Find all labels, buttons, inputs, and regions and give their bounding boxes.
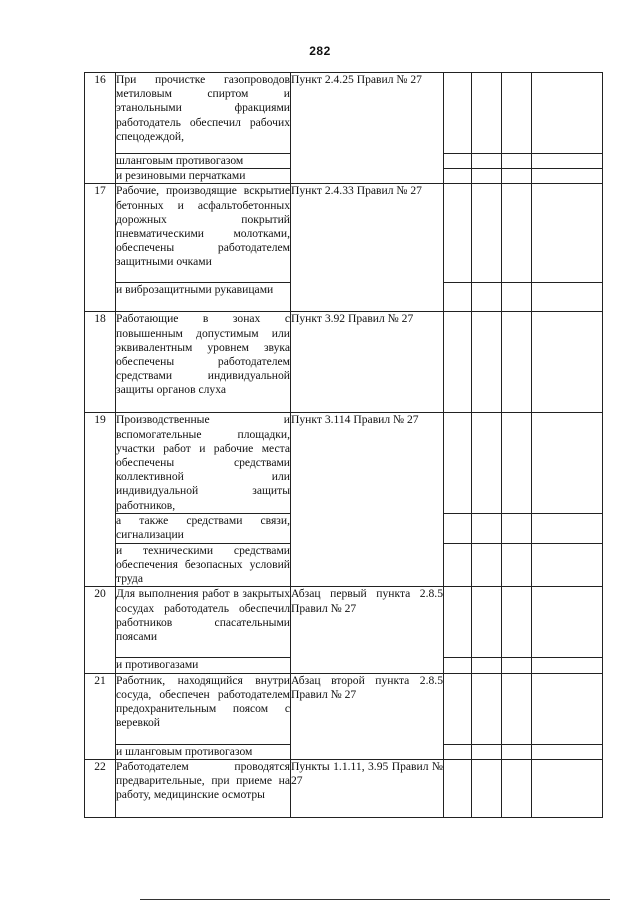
answer-cell[interactable] bbox=[532, 513, 603, 543]
table-row bbox=[85, 312, 603, 413]
answer-cell[interactable] bbox=[502, 312, 532, 413]
row-number: 17 bbox=[85, 184, 116, 312]
answer-cell[interactable] bbox=[472, 312, 502, 413]
legal-reference: Пункт 2.4.33 Правил № 27 bbox=[291, 184, 444, 312]
answer-cell[interactable] bbox=[444, 513, 472, 543]
answer-cell[interactable] bbox=[502, 658, 532, 673]
answer-cell[interactable] bbox=[502, 169, 532, 184]
requirement-text: и виброзащитными рукавицами bbox=[116, 283, 291, 312]
answer-cell[interactable] bbox=[444, 73, 472, 154]
answer-cell[interactable] bbox=[532, 744, 603, 759]
answer-cell[interactable] bbox=[502, 744, 532, 759]
answer-cell[interactable] bbox=[472, 73, 502, 154]
table-row bbox=[85, 73, 603, 154]
checklist-table bbox=[84, 72, 603, 818]
answer-cell[interactable] bbox=[502, 184, 532, 283]
answer-cell[interactable] bbox=[444, 587, 472, 658]
answer-cell[interactable] bbox=[472, 184, 502, 283]
requirement-text: Работник, находящийся внутри сосуда, обеспечен работодателем предохранительным поясом с веревкой bbox=[116, 673, 291, 744]
answer-cell[interactable] bbox=[472, 658, 502, 673]
table-row bbox=[85, 759, 603, 817]
legal-reference: Абзац второй пункта 2.8.5 Правил № 27 bbox=[291, 673, 444, 759]
answer-cell[interactable] bbox=[444, 658, 472, 673]
answer-cell[interactable] bbox=[532, 169, 603, 184]
answer-cell[interactable] bbox=[472, 283, 502, 312]
requirement-text: Работающие в зонах с повышенным допустимым или эквивалентным уровнем звука обеспечены работодателем средствами индивидуальной защиты органов слуха bbox=[116, 312, 291, 413]
legal-reference: Пункт 3.92 Правил № 27 bbox=[291, 312, 444, 413]
answer-cell[interactable] bbox=[444, 312, 472, 413]
row-number: 19 bbox=[85, 413, 116, 587]
answer-cell[interactable] bbox=[532, 413, 603, 513]
answer-cell[interactable] bbox=[502, 513, 532, 543]
table-row bbox=[85, 673, 603, 744]
row-number: 20 bbox=[85, 587, 116, 673]
answer-cell[interactable] bbox=[444, 759, 472, 817]
answer-cell[interactable] bbox=[532, 543, 603, 587]
answer-cell[interactable] bbox=[472, 513, 502, 543]
requirement-text: и техническими средствами обеспечения безопасных условий труда bbox=[116, 543, 290, 586]
answer-cell[interactable] bbox=[444, 169, 472, 184]
answer-cell[interactable] bbox=[472, 673, 502, 744]
answer-cell[interactable] bbox=[532, 587, 603, 658]
answer-cell[interactable] bbox=[532, 658, 603, 673]
answer-cell[interactable] bbox=[502, 413, 532, 513]
requirement-text: Для выполнения работ в закрытых сосудах работодатель обеспечил работников спасательными поясами bbox=[116, 587, 291, 658]
answer-cell[interactable] bbox=[502, 587, 532, 658]
page-number: 282 bbox=[309, 44, 331, 58]
answer-cell[interactable] bbox=[472, 744, 502, 759]
answer-cell[interactable] bbox=[532, 759, 603, 817]
table-row bbox=[85, 413, 603, 513]
legal-reference: Абзац первый пункта 2.8.5 Правил № 27 bbox=[291, 587, 444, 673]
answer-cell[interactable] bbox=[502, 673, 532, 744]
requirement-text: Работодателем проводятся предварительные, при приеме на работу, медицинские осмотры bbox=[116, 759, 291, 817]
answer-cell[interactable] bbox=[502, 543, 532, 587]
answer-cell[interactable] bbox=[472, 543, 502, 587]
legal-reference: Пункт 2.4.25 Правил № 27 bbox=[291, 73, 444, 184]
answer-cell[interactable] bbox=[472, 759, 502, 817]
requirement-text: шланговым противогазом bbox=[116, 154, 291, 169]
answer-cell[interactable] bbox=[444, 154, 472, 169]
table-row bbox=[85, 587, 603, 658]
answer-cell[interactable] bbox=[502, 759, 532, 817]
answer-cell[interactable] bbox=[444, 283, 472, 312]
answer-cell[interactable] bbox=[444, 543, 472, 587]
row-number: 22 bbox=[85, 759, 116, 817]
row-number: 18 bbox=[85, 312, 116, 413]
answer-cell[interactable] bbox=[472, 413, 502, 513]
answer-cell[interactable] bbox=[502, 283, 532, 312]
page-bottom-rule bbox=[140, 899, 610, 900]
answer-cell[interactable] bbox=[444, 673, 472, 744]
requirement-text: и резиновыми перчатками bbox=[116, 169, 291, 184]
answer-cell[interactable] bbox=[444, 744, 472, 759]
answer-cell[interactable] bbox=[472, 587, 502, 658]
answer-cell[interactable] bbox=[472, 154, 502, 169]
answer-cell[interactable] bbox=[532, 673, 603, 744]
answer-cell[interactable] bbox=[444, 413, 472, 513]
row-number: 21 bbox=[85, 673, 116, 759]
requirement-text: При прочистке газопроводов метиловым спиртом и этанольными фракциями работодатель обеспечил рабочих спецодеждой, bbox=[116, 73, 291, 154]
row-number: 16 bbox=[85, 73, 116, 184]
answer-cell[interactable] bbox=[532, 73, 603, 154]
legal-reference: Пункты 1.1.11, 3.95 Правил № 27 bbox=[291, 759, 444, 817]
answer-cell[interactable] bbox=[502, 73, 532, 154]
requirement-text: Производственные и вспомогательные площадки, участки работ и рабочие места обеспечены средствами коллективной или индивидуальной защиты работников, bbox=[116, 413, 290, 512]
requirement-text: и противогазами bbox=[116, 658, 291, 673]
answer-cell[interactable] bbox=[472, 169, 502, 184]
table-row bbox=[85, 184, 603, 283]
requirement-text: и шланговым противогазом bbox=[116, 744, 291, 759]
answer-cell[interactable] bbox=[532, 154, 603, 169]
answer-cell[interactable] bbox=[444, 184, 472, 283]
answer-cell[interactable] bbox=[532, 312, 603, 413]
answer-cell[interactable] bbox=[532, 283, 603, 312]
answer-cell[interactable] bbox=[532, 184, 603, 283]
answer-cell[interactable] bbox=[502, 154, 532, 169]
requirement-text: Рабочие, производящие вскрытие бетонных и асфальтобетонных дорожных покрытий пневматическими молотками, обеспечены работодателем защитными очками bbox=[116, 184, 291, 283]
requirement-text: а также средствами связи, сигнализации bbox=[116, 513, 291, 543]
legal-reference: Пункт 3.114 Правил № 27 bbox=[291, 413, 444, 587]
